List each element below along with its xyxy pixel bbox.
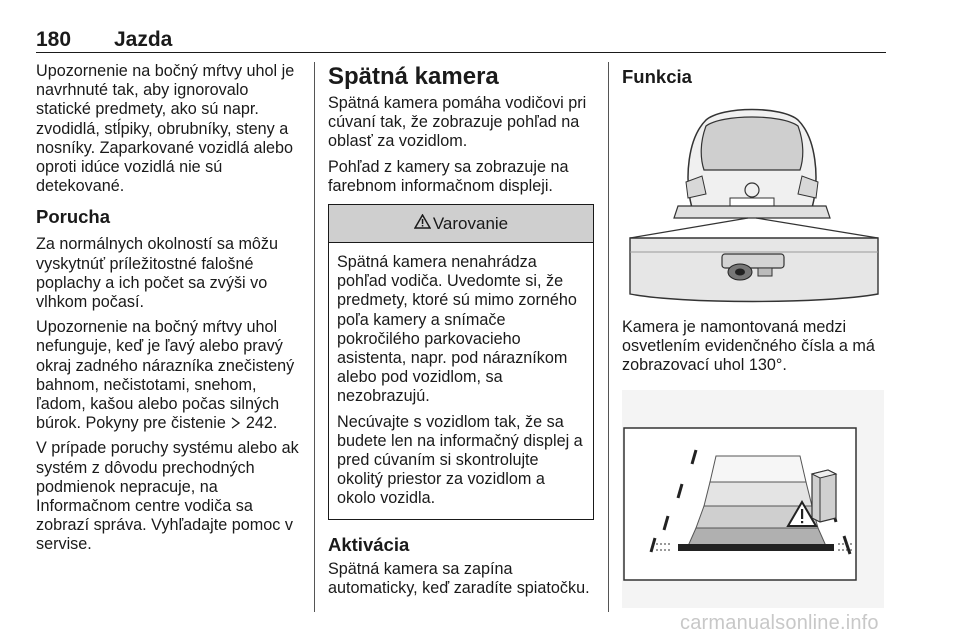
paragraph: Spätná kamera sa zapína automaticky, keď zaradíte spiatočku. [328, 559, 590, 597]
warning-title: Varovanie [432, 213, 509, 233]
chapter-title: Jazda [114, 28, 173, 51]
paragraph: Spätná kamera pomáha vodičovi pri cúvaní tak, že zobrazuje pohľad na oblasť za vozidlom. [328, 94, 587, 151]
column-left [36, 62, 304, 561]
warning-triangle-icon [414, 214, 431, 233]
car-rear-camera-illustration [622, 98, 884, 308]
column-right [622, 62, 888, 608]
page-reference-link[interactable]: 242. [245, 414, 278, 433]
paragraph: Za normálnych okolností sa môžu vyskytnúť príležitostné falošné poplachy a ich počet sa zvýši vo vlhkom počasí. [36, 235, 279, 312]
section-heading-funkcia: Funkcia [622, 66, 692, 87]
camera-display-illustration [622, 390, 884, 608]
warning-header [329, 205, 593, 243]
paragraph: Spätná kamera nenahrádza pohľad vodiča. Uvedomte si, že predmety, ktoré sú mimo zorného poľa kamery a snímače pokročilého parkovacieho asistenta, napr. pod nárazníkom alebo pod vozidlom, sa nezobrazujú. [337, 253, 577, 406]
paragraph-text: Upozornenie na bočný mŕtvy uhol nefunguje, keď je ľavý alebo pravý okraj zadného nárazníka znečistený bahnom, nečistotami, snehom, ľadom, kašou alebo počas silných búrok. Pokyny pre čistenie [36, 318, 295, 433]
paragraph: Upozornenie na bočný mŕtvy uhol je navrhnuté tak, aby ignorovalo statické predmety, ako sú napr. zvodidlá, stĺpiky, obrubníky, steny a nosníky. Zaparkované vozidlá alebo oproti idúce vozidlá nie sú detekované. [36, 62, 295, 196]
watermark: carmanualsonline.info [680, 612, 879, 634]
section-heading-porucha: Porucha [36, 206, 111, 228]
page-header [36, 28, 886, 52]
figure-caption: Kamera je namontovaná medzi osvetlením evidenčného čísla a má zobrazovací uhol 130°. [622, 318, 875, 375]
page-number: 180 [36, 28, 72, 51]
section-title: Spätná kamera [328, 63, 499, 90]
paragraph: Necúvajte s vozidlom tak, že sa budete len na informačný displej a pred cúvaním si skontrolujte okolitý priestor za vozidlom a okolo vozidla. [337, 412, 583, 508]
header-rule [36, 52, 886, 53]
column-divider [314, 62, 315, 612]
warning-body [329, 243, 593, 519]
paragraph [36, 318, 304, 433]
arrow-reference-icon [230, 414, 246, 432]
paragraph: V prípade poruchy systému alebo ak systém z dôvodu prechodných podmienok nepracuje, na Informačnom centre vodiča sa zobrazí správa. Vyhľadajte pomoc v servise. [36, 439, 299, 554]
column-middle [328, 62, 594, 604]
column-divider [608, 62, 609, 612]
paragraph: Pohľad z kamery sa zobrazuje na farebnom informačnom displeji. [328, 157, 569, 195]
section-heading-aktivacia: Aktivácia [328, 533, 410, 555]
warning-box [328, 204, 594, 520]
